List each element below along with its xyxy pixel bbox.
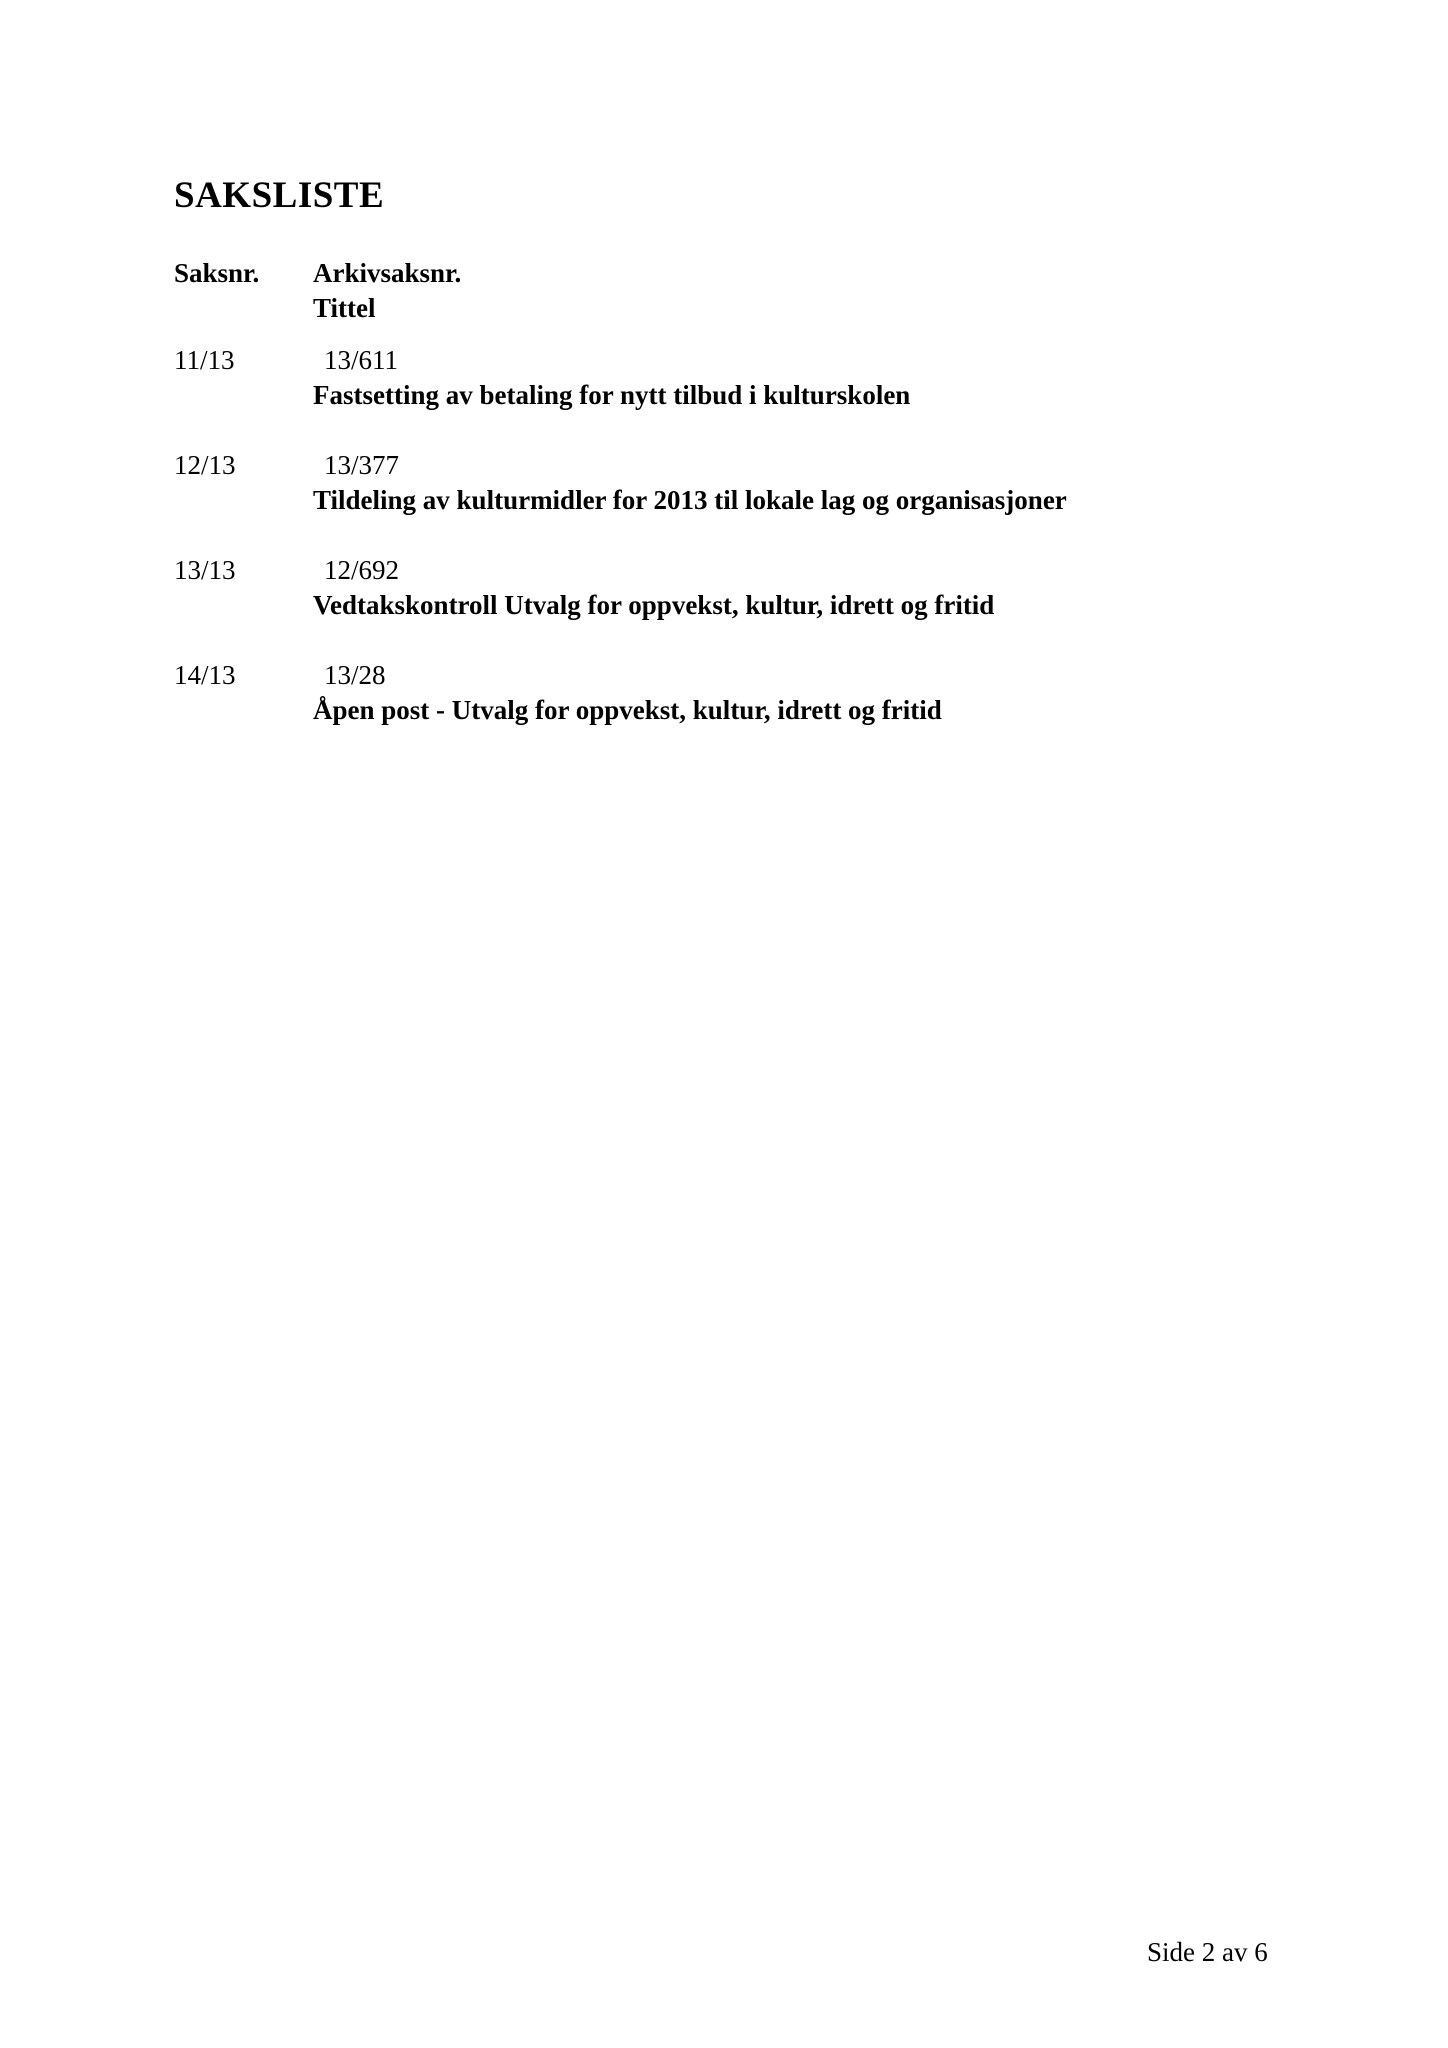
case-item: [0, 449, 1448, 529]
column-header-saksnr: Saksnr.: [174, 258, 260, 288]
case-saksnr: 12/13: [174, 450, 236, 480]
column-header-tittel: Tittel: [313, 293, 376, 323]
case-title: Vedtakskontroll Utvalg for oppvekst, kultur, idrett og fritid: [313, 590, 995, 620]
case-title: Tildeling av kulturmidler for 2013 til lokale lag og organisasjoner: [313, 485, 1067, 515]
case-saksnr: 11/13: [174, 345, 235, 375]
page-number: Side 2 av 6: [1147, 1937, 1268, 1967]
case-title: Fastsetting av betaling for nytt tilbud i kulturskolen: [313, 380, 911, 410]
case-title: Åpen post - Utvalg for oppvekst, kultur, idrett og fritid: [313, 695, 942, 725]
case-saksnr: 14/13: [174, 660, 236, 690]
case-arkivsaksnr: 13/377: [324, 450, 400, 480]
case-item: [0, 659, 1448, 739]
case-arkivsaksnr: 12/692: [324, 555, 400, 585]
case-item: [0, 554, 1448, 634]
case-saksnr: 13/13: [174, 555, 236, 585]
page-title: SAKSLISTE: [174, 175, 385, 216]
case-arkivsaksnr: 13/611: [324, 345, 398, 375]
column-header-arkivsaksnr: Arkivsaksnr.: [313, 258, 462, 288]
case-arkivsaksnr: 13/28: [324, 660, 386, 690]
case-item: [0, 344, 1448, 424]
